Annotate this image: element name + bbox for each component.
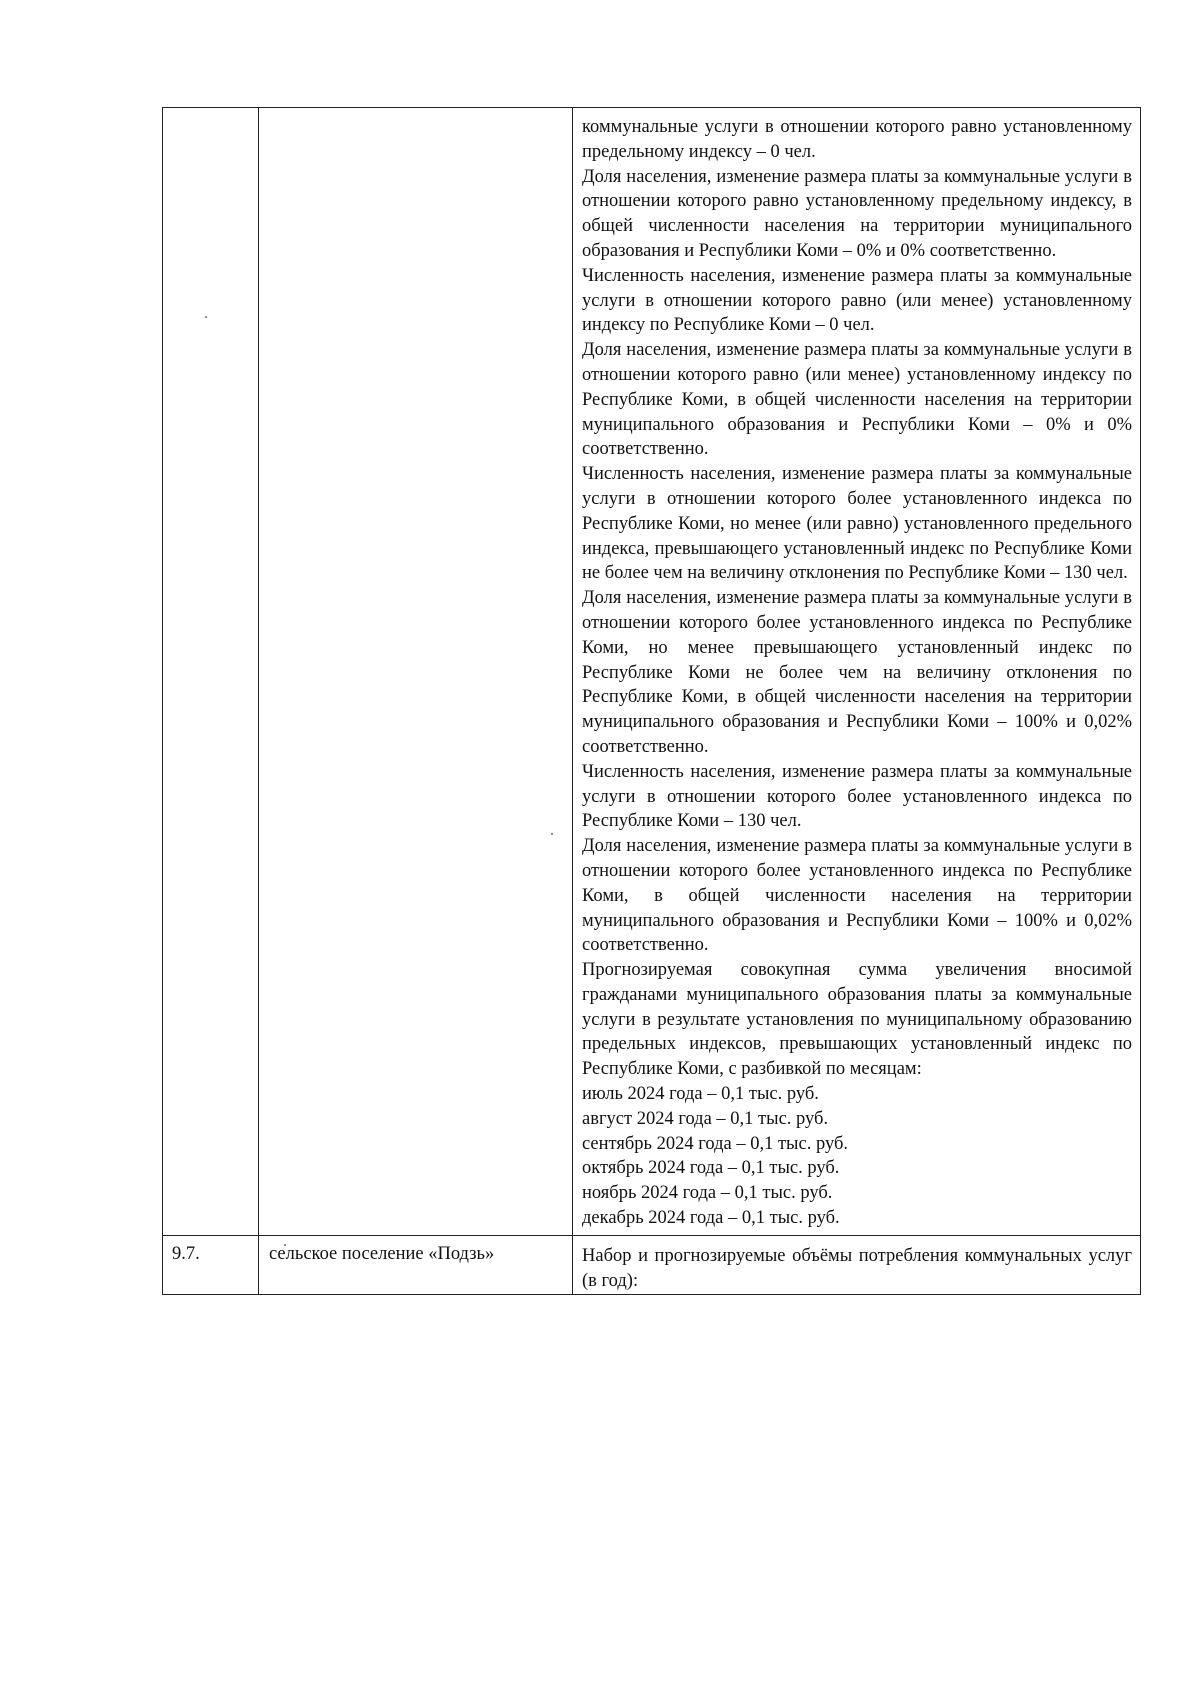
cell-description <box>573 108 1141 1236</box>
paragraph: Численность населения, изменение размера платы за коммунальные услуги в отношении которого более установленного индекса по Республике Коми – 130 чел. <box>582 761 1132 832</box>
cell-number <box>163 1235 259 1294</box>
cell-number-empty <box>163 108 259 1236</box>
paragraph: Доля населения, изменение размера платы за коммунальные услуги в отношении которого равно установленному предельному индексу, в общей численности населения на территории муниципального образования и Республики Коми – 0% и 0% соответственно. <box>582 166 1132 261</box>
settlement-name: сельское поселение «Подзь» <box>269 1243 495 1264</box>
paragraph: Доля населения, изменение размера платы за коммунальные услуги в отношении которого более установленного индекса по Республике Коми, в общей численности населения на территории муниципального образования и Республики Коми – 100% и 0,02% соответственно. <box>582 836 1132 956</box>
paragraph: Набор и прогнозируемые объёмы потребления коммунальных услуг (в год): <box>582 1245 1132 1291</box>
table-row-continuation <box>163 108 1141 1236</box>
paragraph: коммунальные услуги в отношении которого равно установленному предельному индексу – 0 чел. <box>582 117 1132 162</box>
month-line: ноябрь 2024 года – 0,1 тыс. руб. <box>582 1183 833 1204</box>
paragraph: Численность населения, изменение размера платы за коммунальные услуги в отношении которого более установленного индекса по Республике Коми, но менее (или равно) установленного предельного индекса, превышающего установленный индекс по Республике Коми не более чем на величину отклонения по Республике Коми – 130 чел. <box>582 464 1132 584</box>
row-number: 9.7. <box>172 1243 200 1264</box>
month-line: июль 2024 года – 0,1 тыс. руб. <box>582 1084 819 1105</box>
month-line: сентябрь 2024 года – 0,1 тыс. руб. <box>582 1133 848 1154</box>
cell-description <box>573 1235 1141 1294</box>
paragraph: Прогнозируемая совокупная сумма увеличения вносимой гражданами муниципального образования платы за коммунальные услуги в результате установления по муниципальному образованию предельных индексов, превышающих установленный индекс по Республике Коми, с разбивкой по месяцам: <box>582 960 1132 1080</box>
cell-settlement <box>259 1235 573 1294</box>
paragraph: Доля населения, изменение размера платы за коммунальные услуги в отношении которого равно (или менее) установленному индексу по Республике Коми, в общей численности населения на территории муниципального образования и Республики Коми – 0% и 0% соответственно. <box>582 340 1132 460</box>
cell-settlement-empty <box>259 108 573 1236</box>
paragraph: Доля населения, изменение размера платы за коммунальные услуги в отношении которого более установленного индекса по Республике Коми, но менее превышающего установленный индекс по Республике Коми не более чем на величину отклонения по Республике Коми, в общей численности населения на территории муниципального образования и Республики Коми – 100% и 0,02% соответственно. <box>582 588 1132 757</box>
paragraph: Численность населения, изменение размера платы за коммунальные услуги в отношении которого равно (или менее) установленному индексу по Республике Коми – 0 чел. <box>582 265 1132 336</box>
table-row-9-7 <box>163 1235 1141 1294</box>
data-table <box>162 107 1141 1295</box>
month-line: октябрь 2024 года – 0,1 тыс. руб. <box>582 1158 840 1179</box>
month-line: август 2024 года – 0,1 тыс. руб. <box>582 1108 829 1129</box>
month-line: декабрь 2024 года – 0,1 тыс. руб. <box>582 1208 840 1229</box>
